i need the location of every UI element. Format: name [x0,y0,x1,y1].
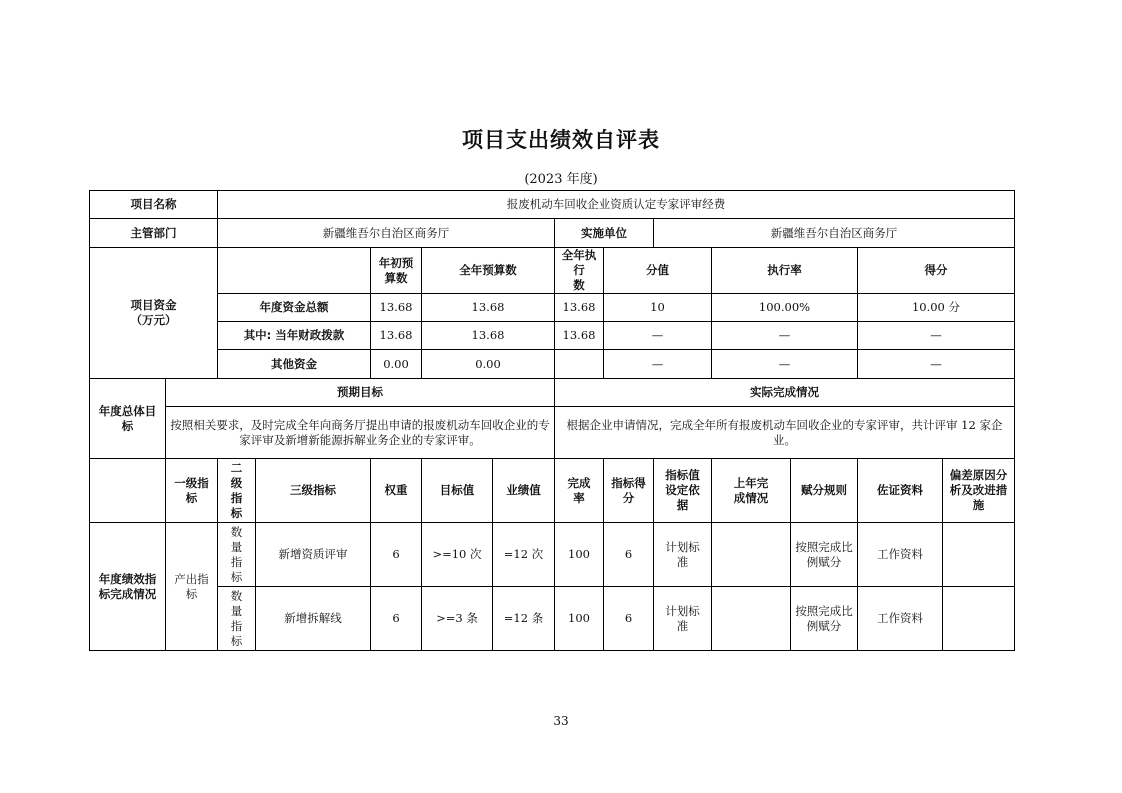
funds-header-blank [218,248,371,294]
actual-completion-text: 根据企业申请情况，完成全年所有报废机动车回收企业的专家评审，共计评审 12 家企业。 [555,407,1015,459]
deviation-value [943,523,1015,587]
completion-rate-value: 100 [555,587,604,651]
completion-rate-header: 完成 率 [555,459,604,523]
actual-completion-header: 实际完成情况 [555,379,1015,407]
table-row [90,407,1015,459]
last-year-value [712,587,791,651]
page-number: 33 [553,714,569,728]
funds-initial: 13.68 [371,322,422,350]
level1-indicator-value: 产出指 标 [166,523,218,651]
report-year: (2023 年度) [524,172,598,187]
basis-value: 计划标 准 [654,523,712,587]
funds-rate: 100.00% [712,294,858,322]
funds-annual: 13.68 [422,294,555,322]
funds-initial: 13.68 [371,294,422,322]
weight-value: 6 [371,523,422,587]
target-value: >=3 条 [422,587,493,651]
funds-executed [555,350,604,379]
score-header: 得分 [858,248,1015,294]
funds-executed: 13.68 [555,294,604,322]
execution-rate-header: 执行率 [712,248,858,294]
level2-indicator-value: 数 量 指 标 [218,587,256,651]
evidence-value: 工作资料 [858,587,943,651]
indicator-score-header: 指标得 分 [604,459,654,523]
table-row [90,459,1015,523]
actual-value: =12 条 [493,587,555,651]
table-row [90,219,1015,248]
expected-goal-header: 预期目标 [166,379,555,407]
basis-header: 指标值 设定依 据 [654,459,712,523]
indicator-score-value: 6 [604,587,654,651]
actual-value-header: 业绩值 [493,459,555,523]
funds-row-label: 其中: 当年财政拨款 [218,322,371,350]
table-row [90,294,1015,322]
funds-initial: 0.00 [371,350,422,379]
funds-score: — [858,322,1015,350]
funds-row-label: 其他资金 [218,350,371,379]
annual-execution-header: 全年执行 数 [555,248,604,294]
funds-executed: 13.68 [555,322,604,350]
funds-annual: 13.68 [422,322,555,350]
department-value: 新疆维吾尔自治区商务厅 [218,219,555,248]
implementing-unit-value: 新疆维吾尔自治区商务厅 [654,219,1015,248]
implementing-unit-label: 实施单位 [555,219,654,248]
funds-score: — [858,350,1015,379]
evidence-value: 工作资料 [858,523,943,587]
weight-header: 权重 [371,459,422,523]
evidence-header: 佐证资料 [858,459,943,523]
performance-indicators-label: 年度绩效指 标完成情况 [90,523,166,651]
target-value: >=10 次 [422,523,493,587]
target-value-header: 目标值 [422,459,493,523]
deviation-header: 偏差原因分 析及改进措 施 [943,459,1015,523]
level3-indicator-header: 三级指标 [256,459,371,523]
page-title: 项目支出绩效自评表 [462,128,660,152]
completion-rate-value: 100 [555,523,604,587]
scoring-rule-value: 按照完成比 例赋分 [791,587,858,651]
table-row [90,350,1015,379]
level2-indicator-header: 二 级 指 标 [218,459,256,523]
last-year-value [712,523,791,587]
last-year-header: 上年完 成情况 [712,459,791,523]
annual-goal-label: 年度总体目 标 [90,379,166,459]
funds-annual: 0.00 [422,350,555,379]
level3-indicator-value: 新增资质评审 [256,523,371,587]
funds-score-value: — [604,322,712,350]
scoring-rule-value: 按照完成比 例赋分 [791,523,858,587]
score-value-header: 分值 [604,248,712,294]
funds-score-value: — [604,350,712,379]
self-evaluation-table [89,190,1015,651]
basis-value: 计划标 准 [654,587,712,651]
level3-indicator-value: 新增拆解线 [256,587,371,651]
deviation-value [943,587,1015,651]
funds-score-value: 10 [604,294,712,322]
indicator-score-value: 6 [604,523,654,587]
expected-goal-text: 按照相关要求，及时完成全年向商务厅提出申请的报废机动车回收企业的专家评审及新增新能源拆解业务企业的专家评审。 [166,407,555,459]
scoring-rule-header: 赋分规则 [791,459,858,523]
table-row [90,191,1015,219]
funds-row-label: 年度资金总额 [218,294,371,322]
level1-indicator-header: 一级指 标 [166,459,218,523]
funds-rate: — [712,350,858,379]
weight-value: 6 [371,587,422,651]
table-row [90,379,1015,407]
table-row [90,248,1015,294]
indicator-header-blank [90,459,166,523]
table-row [90,523,1015,587]
project-name-value: 报废机动车回收企业资质认定专家评审经费 [218,191,1015,219]
department-label: 主管部门 [90,219,218,248]
project-name-label: 项目名称 [90,191,218,219]
funds-rate: — [712,322,858,350]
table-row [90,587,1015,651]
annual-budget-header: 全年预算数 [422,248,555,294]
table-row [90,322,1015,350]
funds-score: 10.00 分 [858,294,1015,322]
level2-indicator-value: 数 量 指 标 [218,523,256,587]
actual-value: =12 次 [493,523,555,587]
initial-budget-header: 年初预 算数 [371,248,422,294]
funds-label: 项目资金 （万元） [90,248,218,379]
